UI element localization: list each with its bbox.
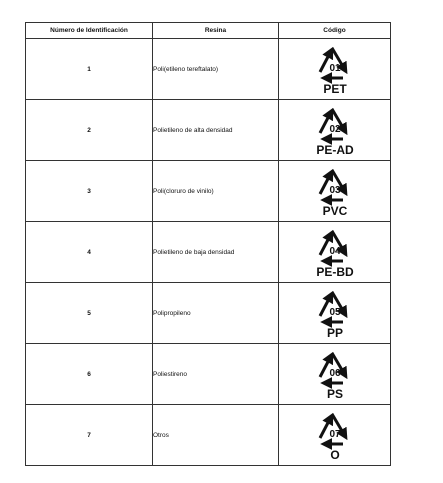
table-row [26,344,391,405]
table-row [26,283,391,344]
resin-code-cell [279,222,391,283]
resin-abbreviation: PET [322,82,347,96]
row-number: 3 [26,161,153,222]
recycling-triangle-icon [305,284,365,342]
recycling-triangle-icon [305,162,365,220]
resin-name: Polipropileno [153,283,279,344]
resin-code-number: 04 [328,246,341,257]
table-row [26,161,391,222]
row-number: 4 [26,222,153,283]
header-codigo: Código [279,23,391,39]
resin-abbreviation: PS [326,387,343,401]
resin-code-number: 02 [328,124,341,135]
resin-code-number: 03 [328,185,341,196]
resin-abbreviation: PVC [322,204,347,218]
resin-name: Polietileno de alta densidad [153,100,279,161]
resin-name: Otros [153,405,279,466]
row-number: 6 [26,344,153,405]
recycling-triangle-icon [305,101,365,159]
resin-code-number: 05 [328,307,341,318]
resin-abbreviation: PP [326,326,343,340]
row-number: 2 [26,100,153,161]
resin-name: Poli(etileno tereftalato) [153,39,279,100]
resin-code-cell [279,161,391,222]
resin-code-cell [279,100,391,161]
resin-code-number: 07 [328,429,341,440]
table-row [26,39,391,100]
recycling-triangle-icon [305,223,365,281]
recycling-triangle-icon [305,40,365,98]
row-number: 1 [26,39,153,100]
recycling-triangle-icon [305,406,365,464]
resin-name: Polietileno de baja densidad [153,222,279,283]
table-row [26,405,391,466]
resin-code-cell [279,344,391,405]
header-resina: Resina [153,23,279,39]
table-header-row [26,23,391,39]
table-row [26,222,391,283]
resin-code-number: 01 [328,63,341,74]
row-number: 5 [26,283,153,344]
resin-abbreviation: PE-BD [315,265,354,279]
table-row [26,100,391,161]
resin-code-cell [279,39,391,100]
resin-code-cell [279,405,391,466]
resin-name: Poli(cloruro de vinilo) [153,161,279,222]
recycling-triangle-icon [305,345,365,403]
resin-code-number: 06 [328,368,341,379]
header-numero: Número de Identificación [26,23,153,39]
resin-code-cell [279,283,391,344]
resin-abbreviation: O [329,448,340,462]
resin-name: Poliestireno [153,344,279,405]
resin-code-table [25,22,391,466]
row-number: 7 [26,405,153,466]
resin-abbreviation: PE-AD [315,143,354,157]
